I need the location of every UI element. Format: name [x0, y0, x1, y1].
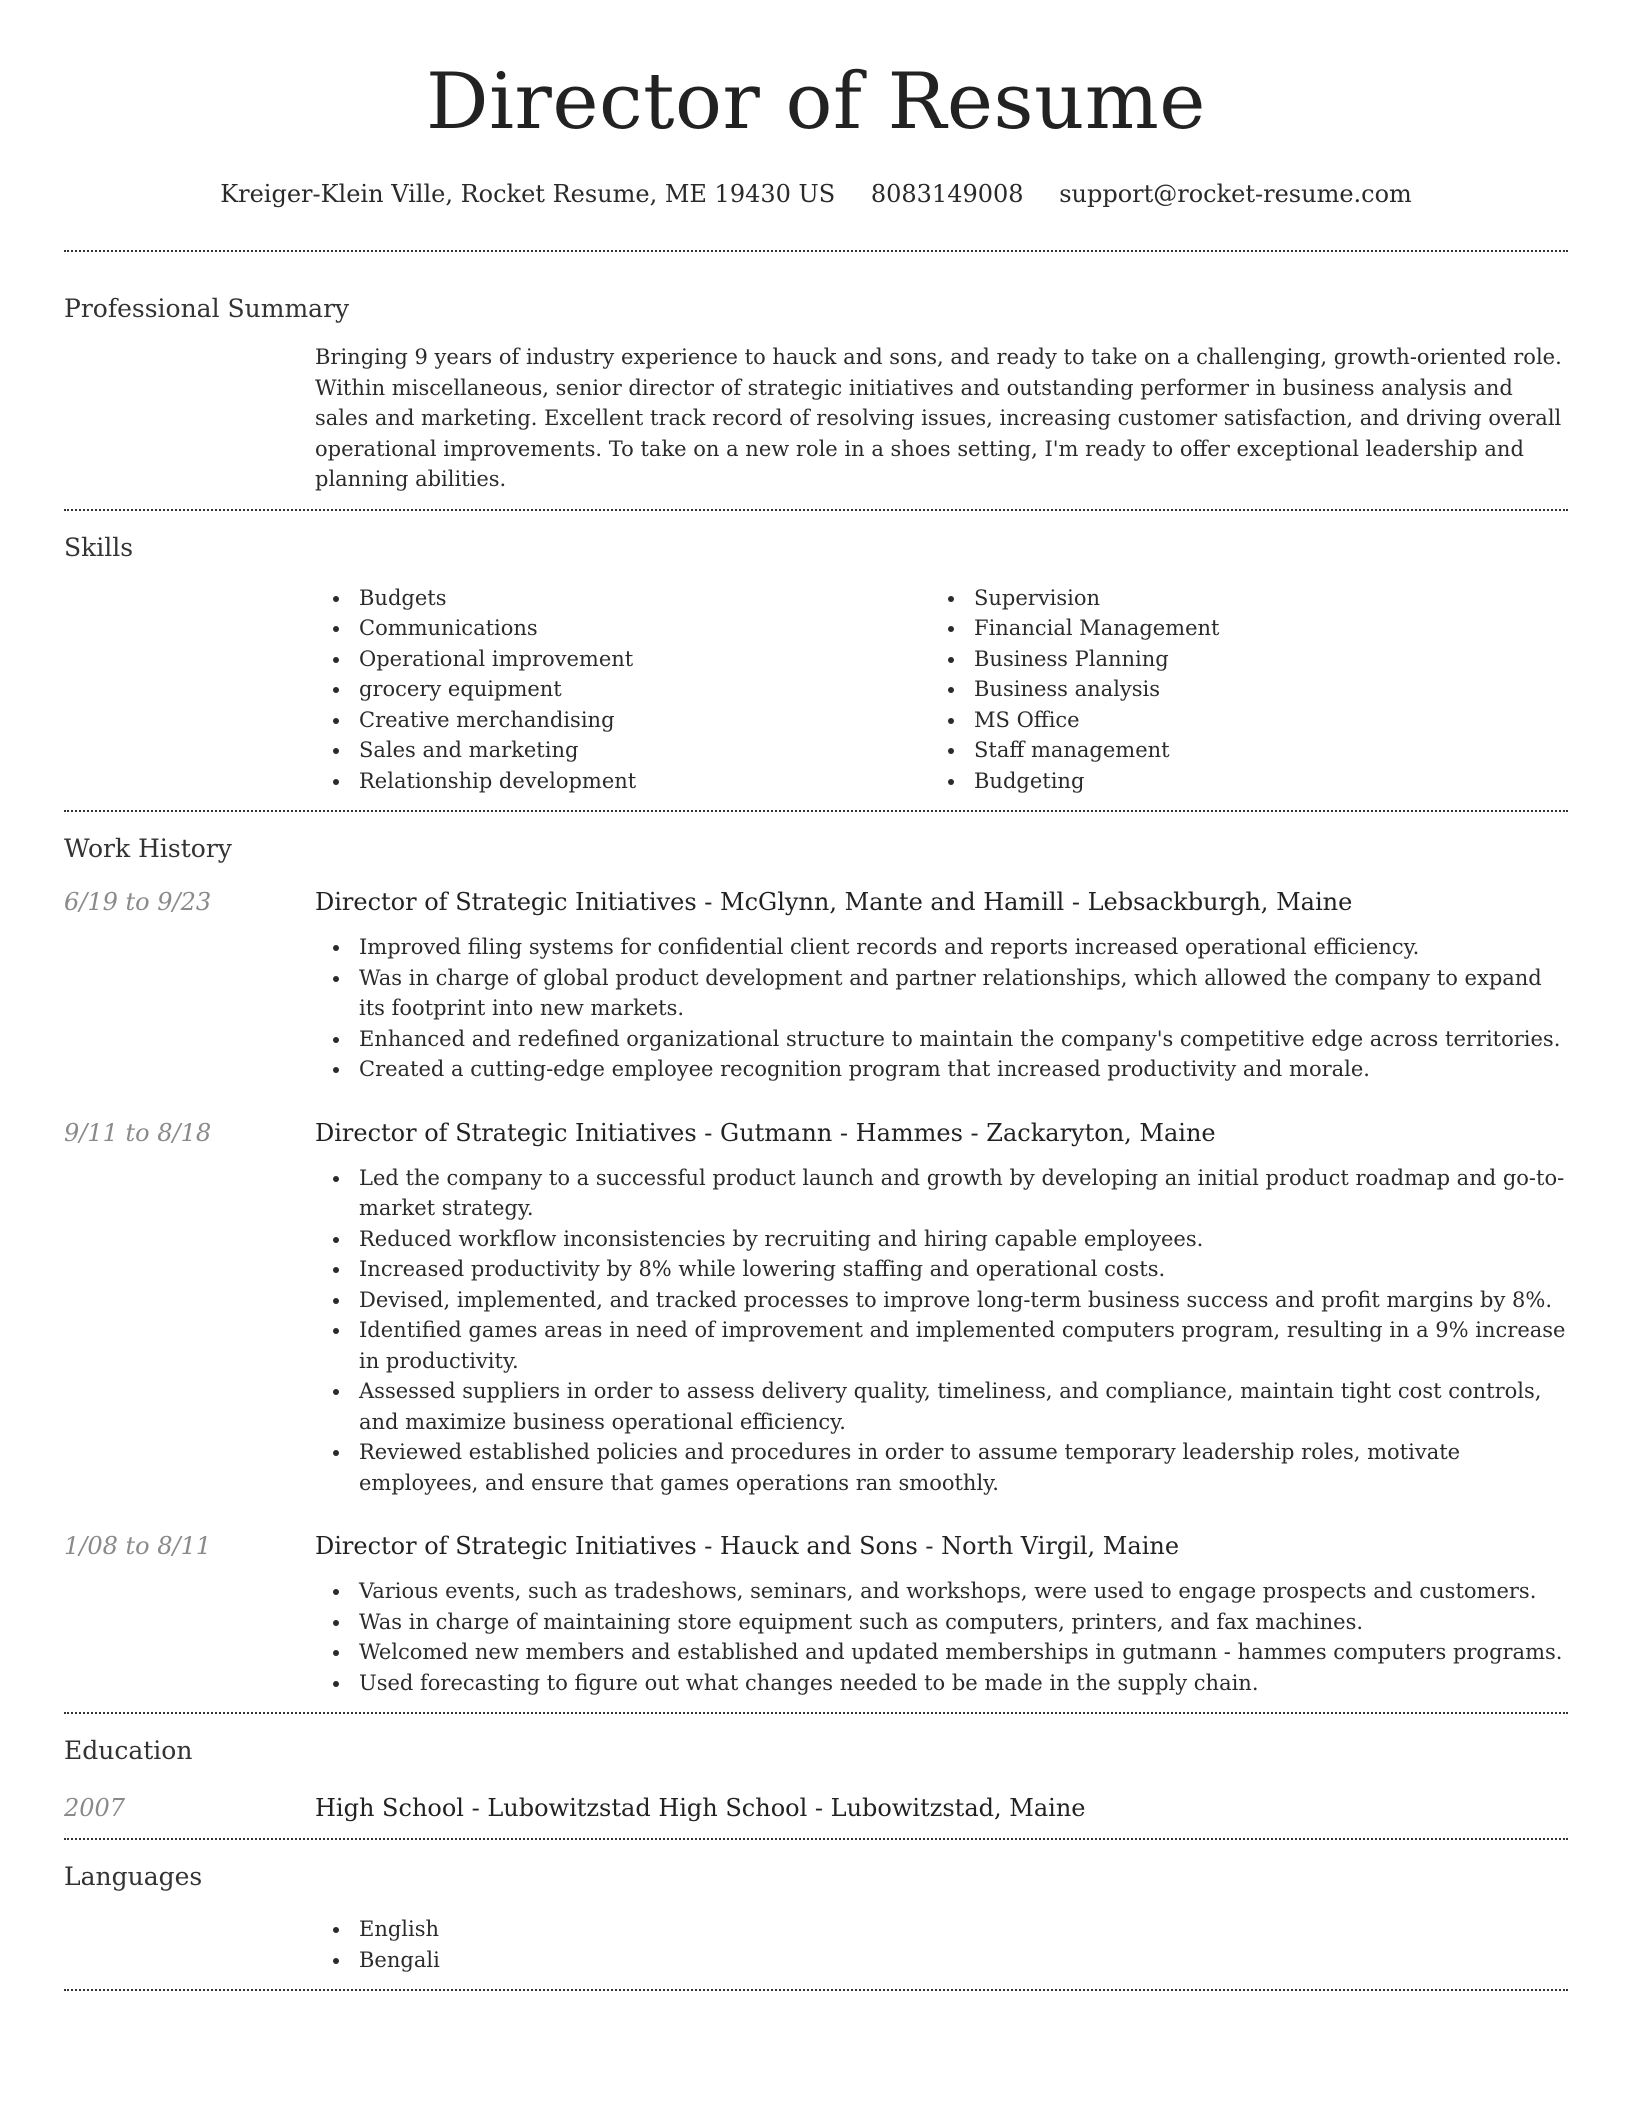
- skill-item: Operational improvement: [315, 644, 930, 675]
- job-bullet: Reduced workflow inconsistencies by recruiting and hiring capable employees.: [315, 1224, 1568, 1255]
- job-bullet: Identified games areas in need of improvement and implemented computers program, resulting in a 9% increase in productivity.: [315, 1315, 1568, 1376]
- contact-address: Kreiger-Klein Ville, Rocket Resume, ME 19430 US: [220, 180, 836, 208]
- skill-item: grocery equipment: [315, 674, 930, 705]
- candidate-name: Director of Resume: [426, 57, 1206, 147]
- job-bullet: Created a cutting-edge employee recognition program that increased productivity and morale.: [315, 1054, 1568, 1085]
- job-bullet: Was in charge of global product development and partner relationships, which allowed the company to expand its footprint into new markets.: [315, 963, 1568, 1024]
- language-item: Bengali: [315, 1945, 1568, 1976]
- skills-grid: [315, 583, 1568, 797]
- summary-text: Bringing 9 years of industry experience to hauck and sons, and ready to take on a challenging, growth-oriented role. Within miscellaneous, senior director of strategic initiatives and outstanding performer in business analysis and sales and marketing. Excellent track record of resolving issues, increasing customer satisfaction, and driving overall operational improvements. To take on a new role in a shoes setting, I'm ready to offer exceptional leadership and planning abilities.: [315, 345, 1562, 491]
- job-bullet: Enhanced and redefined organizational structure to maintain the company's competitive edge across territories.: [315, 1024, 1568, 1055]
- job-bullet: Increased productivity by 8% while lowering staffing and operational costs.: [315, 1254, 1568, 1285]
- resume-header: [64, 0, 1568, 210]
- job-bullet: Devised, implemented, and tracked processes to improve long-term business success and profit margins by 8%.: [315, 1285, 1568, 1316]
- job-title: Director of Strategic Initiatives - Gutmann - Hammes - Zackaryton, Maine: [315, 1118, 1216, 1147]
- job-bullet-list: [315, 932, 1568, 1085]
- skill-item: Budgets: [315, 583, 930, 614]
- section-title-education: Education: [64, 1736, 193, 1765]
- language-item: English: [315, 1914, 1568, 1945]
- languages-section: [64, 1840, 1568, 1989]
- job-bullet: Used forecasting to figure out what changes needed to be made in the supply chain.: [315, 1668, 1568, 1699]
- work-history-section: [64, 812, 1568, 1712]
- section-title-work: Work History: [64, 834, 232, 863]
- skill-item: Business analysis: [930, 674, 1545, 705]
- job-dates: 9/11 to 8/18: [64, 1118, 212, 1147]
- job-bullet: Assessed suppliers in order to assess delivery quality, timeliness, and compliance, maintain tight cost controls, and maximize business operational efficiency.: [315, 1376, 1568, 1437]
- job-title: Director of Strategic Initiatives - McGlynn, Mante and Hamill - Lebsackburgh, Maine: [315, 888, 1353, 916]
- job-dates: 1/08 to 8/11: [64, 1532, 212, 1560]
- skill-item: Communications: [315, 613, 930, 644]
- job-dates: 6/19 to 9/23: [64, 888, 212, 916]
- skill-item: Supervision: [930, 583, 1545, 614]
- contact-phone: 8083149008: [870, 180, 1024, 208]
- education-entry: [64, 1792, 1568, 1824]
- job-bullet: Reviewed established policies and procedures in order to assume temporary leadership roles, motivate employees, and ensure that games operations ran smoothly.: [315, 1437, 1568, 1498]
- skill-item: Creative merchandising: [315, 705, 930, 736]
- job-bullet: Was in charge of maintaining store equipment such as computers, printers, and fax machines.: [315, 1607, 1568, 1638]
- skills-column-left: [315, 583, 930, 797]
- language-list: [315, 1914, 1568, 1975]
- skill-item: MS Office: [930, 705, 1545, 736]
- skill-item: Budgeting: [930, 766, 1545, 797]
- skill-item: Relationship development: [315, 766, 930, 797]
- job-bullet: Welcomed new members and established and updated memberships in gutmann - hammes computers programs.: [315, 1637, 1568, 1668]
- job-bullet-list: [315, 1163, 1568, 1499]
- skill-item: Sales and marketing: [315, 735, 930, 766]
- job-title: Director of Strategic Initiatives - Hauck and Sons - North Virgil, Maine: [315, 1532, 1180, 1560]
- skill-item: Business Planning: [930, 644, 1545, 675]
- job-header: [64, 1117, 1568, 1149]
- job-header: [64, 886, 1568, 918]
- job-bullet: Various events, such as tradeshows, seminars, and workshops, were used to engage prospects and customers.: [315, 1576, 1568, 1607]
- job-entry: [64, 1117, 1568, 1499]
- contact-email: support@rocket-resume.com: [1059, 180, 1412, 208]
- education-year: 2007: [64, 1794, 126, 1822]
- job-bullet-list: [315, 1576, 1568, 1698]
- job-entry: [64, 1530, 1568, 1698]
- section-divider: [64, 1989, 1568, 1991]
- education-title: High School - Lubowitzstad High School - Lubowitzstad, Maine: [315, 1794, 1086, 1822]
- job-header: [64, 1530, 1568, 1562]
- job-bullet: Improved filing systems for confidential client records and reports increased operational efficiency.: [315, 932, 1568, 963]
- professional-summary-section: [64, 252, 1568, 509]
- skills-column-right: [930, 583, 1545, 797]
- job-bullet: Led the company to a successful product launch and growth by developing an initial product roadmap and go-to-market strategy.: [315, 1163, 1568, 1224]
- skill-item: Financial Management: [930, 613, 1545, 644]
- job-entry: [64, 886, 1568, 1085]
- section-title-summary: Professional Summary: [64, 294, 350, 323]
- section-title-languages: Languages: [64, 1862, 203, 1891]
- contact-line: [64, 178, 1568, 210]
- skills-section: [64, 511, 1568, 811]
- education-section: [64, 1714, 1568, 1838]
- skill-item: Staff management: [930, 735, 1545, 766]
- section-title-skills: Skills: [64, 532, 134, 562]
